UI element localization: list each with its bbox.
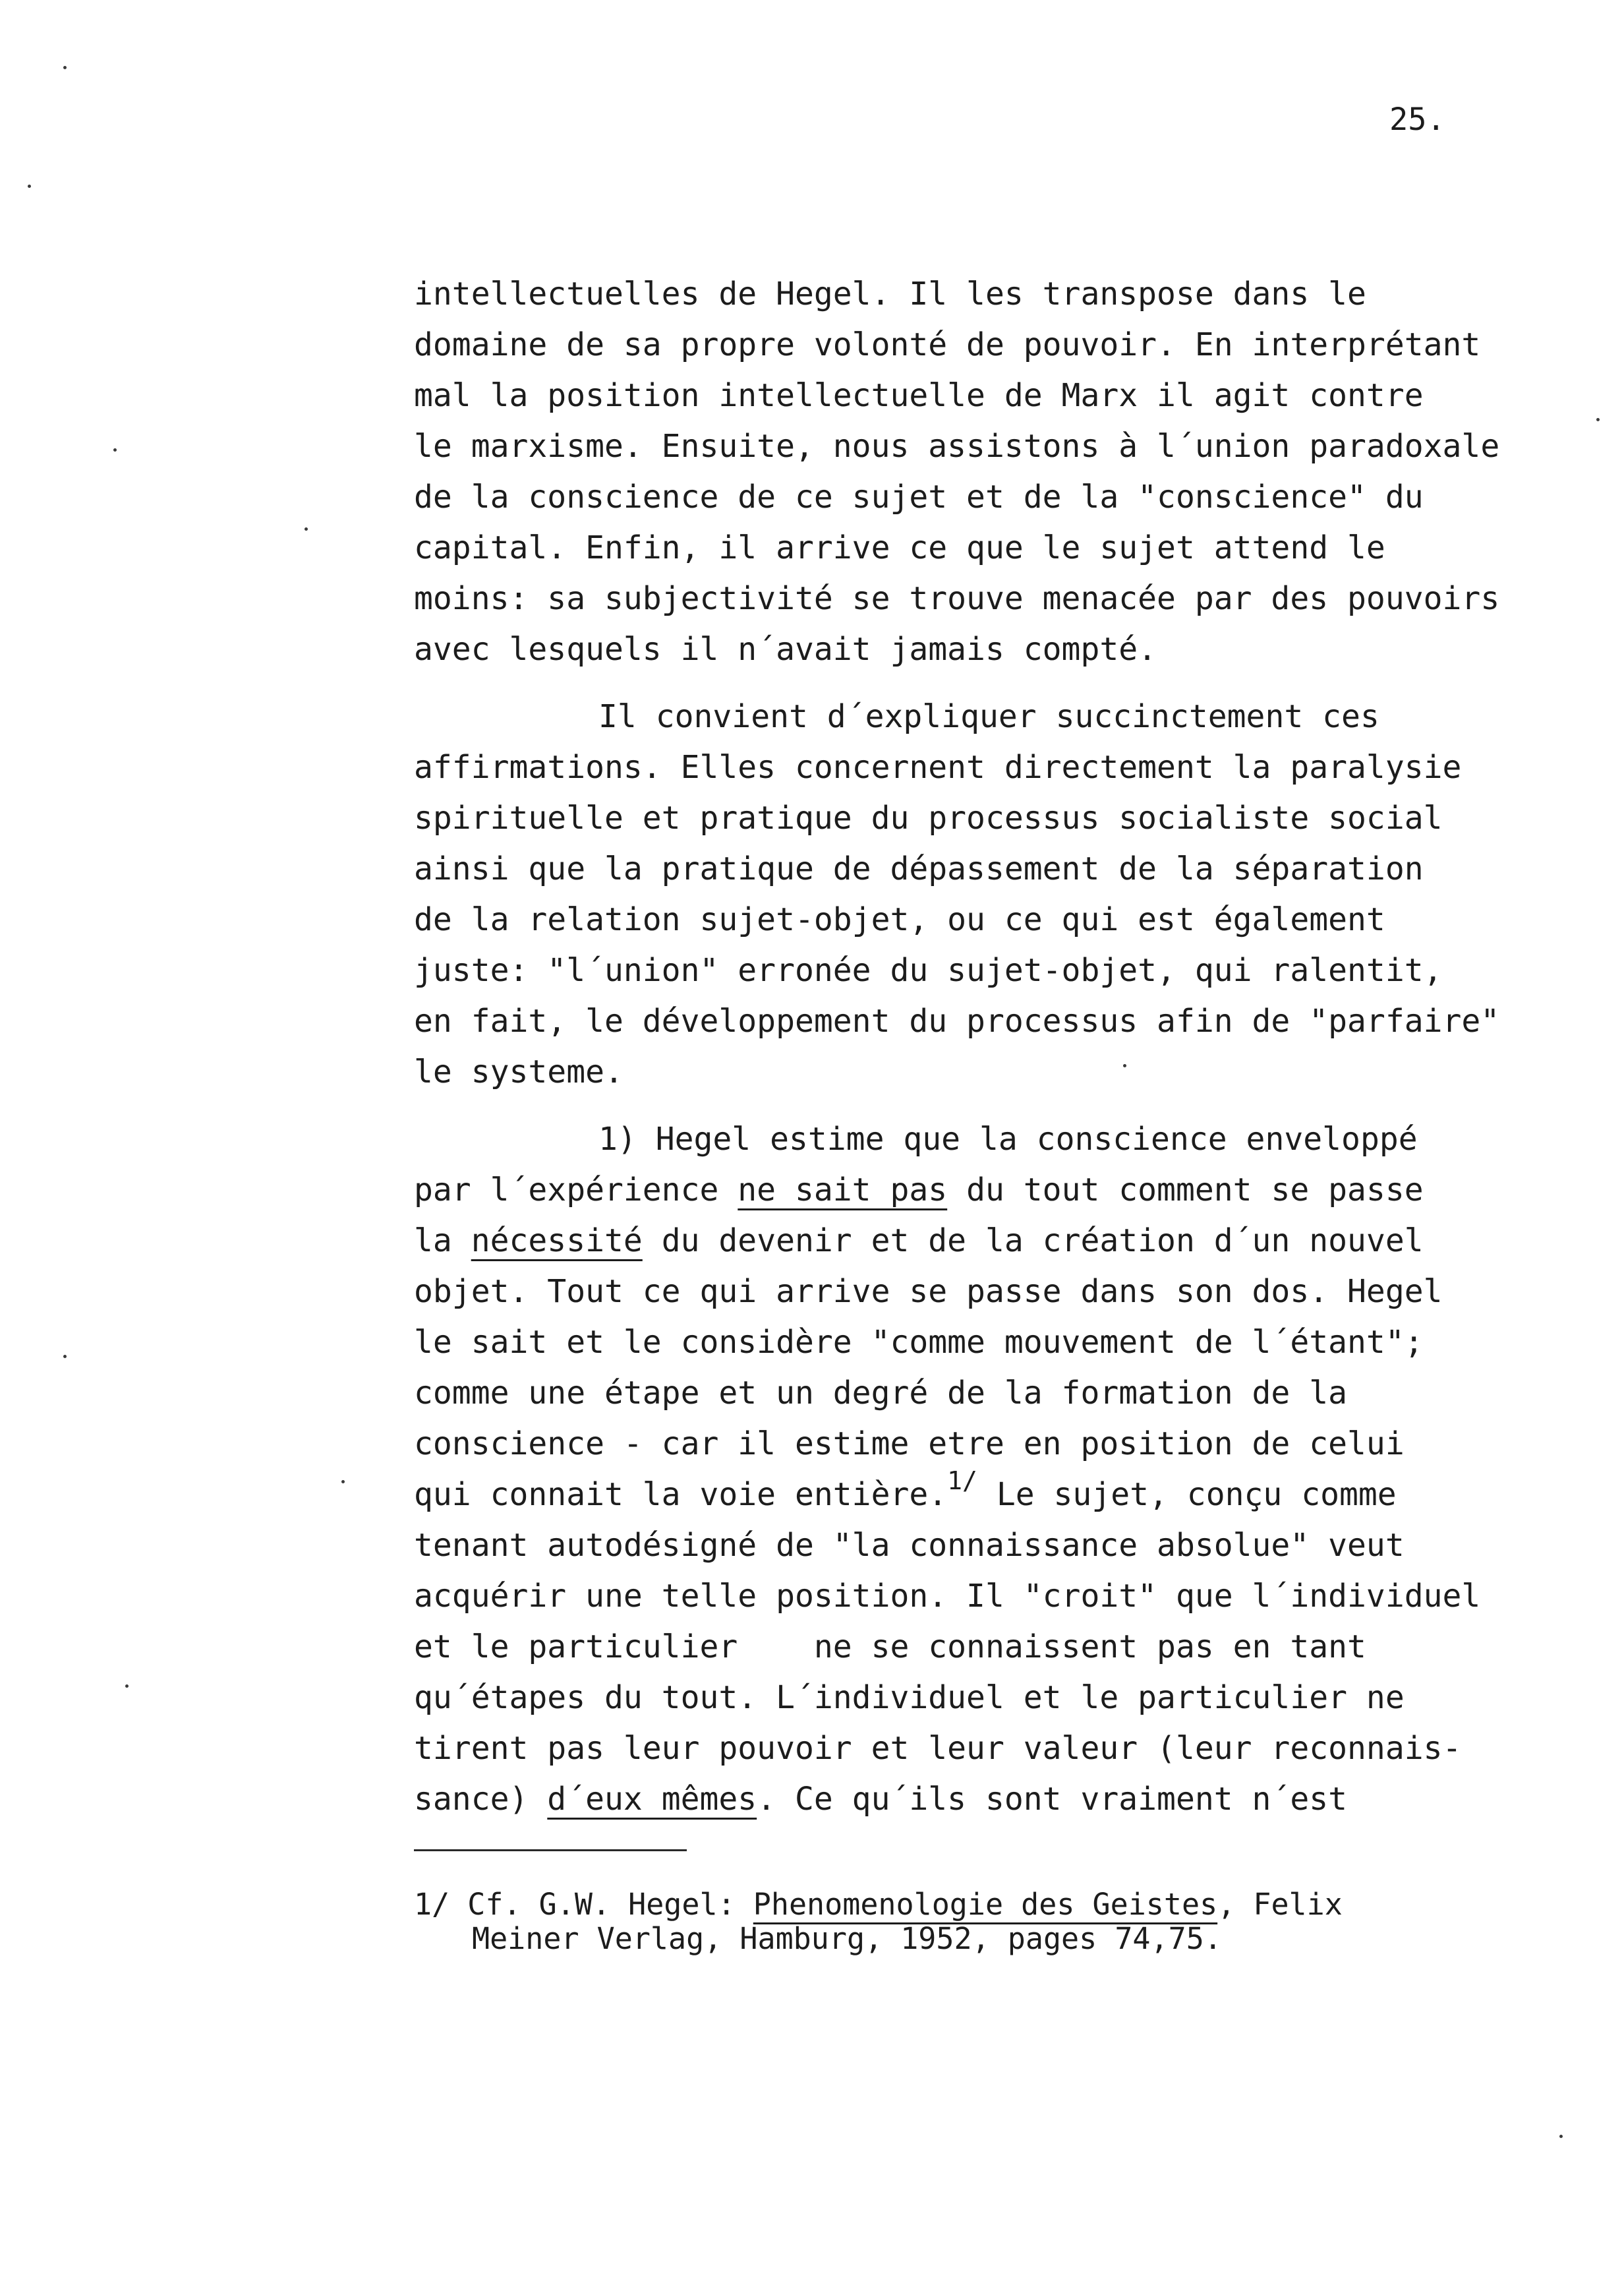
text-line: acquérir une telle position. Il "croit" que l´individuel	[414, 1578, 1481, 1615]
footnote-book-title: Phenomenologie des Geistes	[753, 1887, 1218, 1922]
text-segment: Le sujet, conçu comme	[977, 1476, 1397, 1513]
text-line: le sait et le considère "comme mouvement de l´étant";	[414, 1324, 1424, 1361]
text-segment: du tout comment se passe	[947, 1172, 1424, 1208]
text-line	[414, 1216, 1548, 1266]
underlined-phrase: nécessité	[471, 1222, 643, 1259]
text-line: affirmations. Elles concernent directement la paralysie	[414, 749, 1462, 786]
scan-speck	[63, 1355, 67, 1358]
scan-speck	[1596, 418, 1600, 421]
paragraph-1	[414, 269, 1548, 675]
page-number: 25.	[1389, 102, 1445, 138]
footnote-marker: 1/	[414, 1887, 450, 1922]
text-line: mal la position intellectuelle de Marx il agit contre	[414, 377, 1424, 414]
text-line: en fait, le développement du processus afin de "parfaire"	[414, 1003, 1500, 1040]
text-line: spirituelle et pratique du processus socialiste social	[414, 800, 1443, 837]
text-line	[414, 1774, 1548, 1825]
text-line: le marxisme. Ensuite, nous assistons à l´union paradoxale	[414, 428, 1500, 465]
text-line: Il convient d´expliquer succinctement ces	[598, 698, 1379, 735]
paragraph-3	[414, 1114, 1548, 1825]
underlined-phrase: d´eux mêmes	[547, 1781, 757, 1818]
footnote-reference: 1/	[947, 1466, 977, 1495]
scan-speck	[125, 1684, 129, 1688]
text-line: intellectuelles de Hegel. Il les transpose dans le	[414, 276, 1366, 312]
footnote-line	[414, 1888, 1534, 1922]
text-line: comme une étape et un degré de la formation de la	[414, 1375, 1348, 1412]
scan-speck	[304, 527, 308, 531]
text-segment: du devenir et de la création d´un nouvel	[642, 1222, 1424, 1259]
text-line	[414, 1466, 1548, 1520]
text-segment: sance)	[414, 1781, 548, 1818]
text-line: et le particulier ne se connaissent pas en tant	[414, 1628, 1366, 1665]
scan-speck	[28, 185, 31, 188]
text-line: capital. Enfin, il arrive ce que le sujet attend le	[414, 529, 1385, 566]
text-line	[414, 1165, 1548, 1216]
text-segment: , Felix	[1217, 1887, 1343, 1922]
footnote	[414, 1888, 1534, 1956]
text-line: le systeme.	[414, 1054, 624, 1090]
scan-speck	[63, 66, 67, 69]
text-line: tenant autodésigné de "la connaissance absolue" veut	[414, 1527, 1405, 1564]
text-line: 1) Hegel estime que la conscience enveloppé	[598, 1121, 1418, 1158]
footnote-line: Meiner Verlag, Hamburg, 1952, pages 74,75.	[472, 1921, 1222, 1956]
scan-speck	[1123, 1064, 1126, 1067]
text-line: de la conscience de ce sujet et de la "conscience" du	[414, 479, 1424, 516]
text-line: tirent pas leur pouvoir et leur valeur (leur reconnais-	[414, 1730, 1462, 1767]
text-line: de la relation sujet-objet, ou ce qui est également	[414, 901, 1385, 938]
text-segment: qui connait la voie entière.	[414, 1476, 948, 1513]
body-text	[414, 269, 1548, 1825]
text-segment: la	[414, 1222, 471, 1259]
text-line: ainsi que la pratique de dépassement de la séparation	[414, 850, 1424, 887]
text-line: qu´étapes du tout. L´individuel et le particulier ne	[414, 1679, 1405, 1716]
scan-speck	[113, 448, 117, 452]
scan-speck	[341, 1480, 345, 1483]
text-line: domaine de sa propre volonté de pouvoir. En interprétant	[414, 326, 1481, 363]
text-line: moins: sa subjectivité se trouve menacée par des pouvoirs	[414, 580, 1500, 617]
text-line: conscience - car il estime etre en position de celui	[414, 1425, 1405, 1462]
footnote-divider	[414, 1849, 687, 1851]
text-line: avec lesquels il n´avait jamais compté.	[414, 631, 1157, 668]
text-segment: par l´expérience	[414, 1172, 738, 1208]
paragraph-2	[414, 692, 1548, 1098]
text-segment: . Ce qu´ils sont vraiment n´est	[757, 1781, 1348, 1818]
text-segment: Cf. G.W. Hegel:	[450, 1887, 753, 1922]
text-line: juste: "l´union" erronée du sujet-objet, qui ralentit,	[414, 952, 1443, 989]
text-line: objet. Tout ce qui arrive se passe dans son dos. Hegel	[414, 1273, 1443, 1310]
scan-speck	[1559, 2135, 1563, 2138]
underlined-phrase: ne sait pas	[738, 1172, 948, 1208]
